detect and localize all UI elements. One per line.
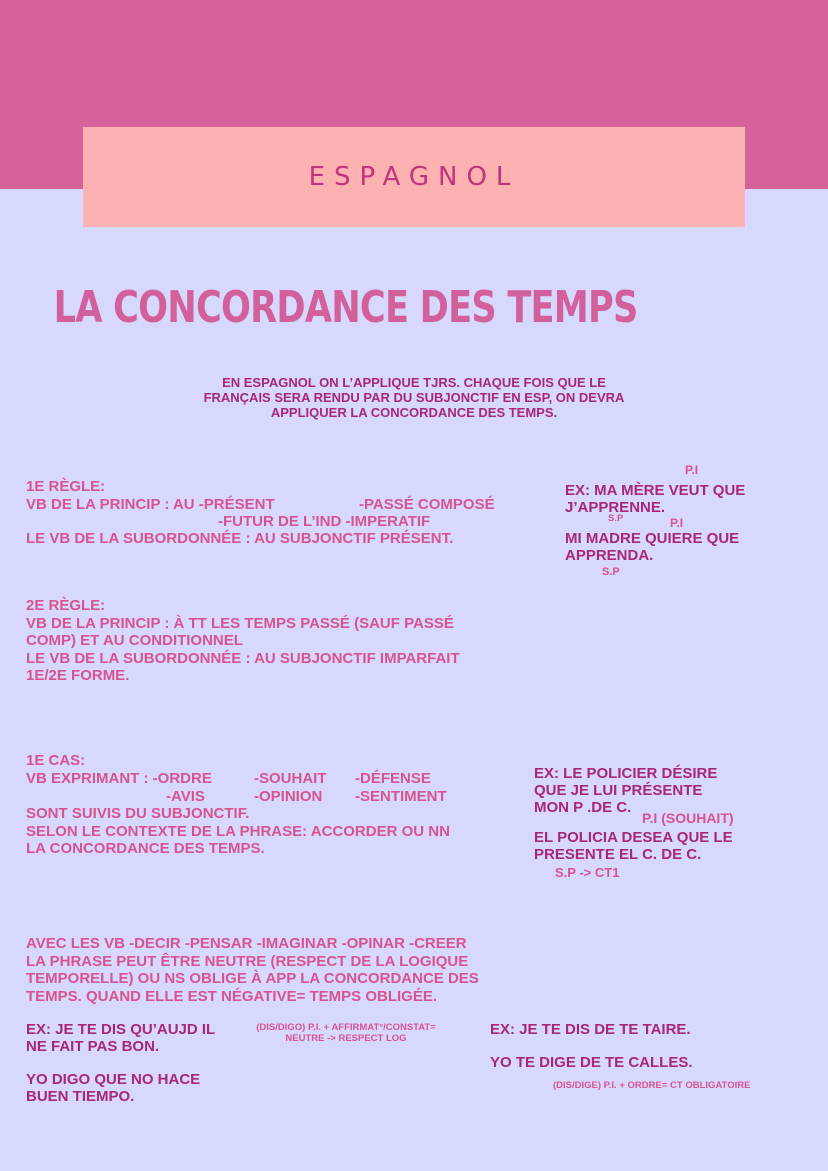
case1-heading: 1E CAS: <box>26 752 86 769</box>
case1-souhait: -SOUHAIT <box>254 770 327 787</box>
intro-line: EN ESPAGNOL ON L’APPLIQUE TJRS. CHAQUE FOIS QUE LE <box>222 375 606 390</box>
example1-fr <box>565 482 745 516</box>
rule2-line: VB DE LA PRINCIP : À TT LES TEMPS PASSÉ (SAUF PASSÉ <box>26 614 454 632</box>
case1-sentiment: -SENTIMENT <box>355 788 447 805</box>
rule1-line: VB DE LA PRINCIP : AU -PRÉSENT <box>26 495 275 513</box>
verbs-line: TEMPS. QUAND ELLE EST NÉGATIVE= TEMPS OBLIGÉE. <box>26 987 438 1005</box>
example1-sp-label-2: S.P <box>602 566 620 578</box>
example1-fr-line: EX: MA MÈRE VEUT QUE <box>565 482 746 499</box>
rule1-passe-compose: -PASSÉ COMPOSÉ <box>359 496 495 513</box>
case1-avis: -AVIS <box>166 788 205 805</box>
intro-line: FRANÇAIS SERA RENDU PAR DU SUBJONCTIF EN ESP, ON DEVRA <box>203 390 625 405</box>
case1-defense: -DÉFENSE <box>355 770 431 787</box>
verbs-line: AVEC LES VB -DECIR -PENSAR -IMAGINAR -OPINAR -CREER <box>26 935 467 952</box>
example1-pi-label-2: P.I <box>670 516 684 530</box>
case1-line1: VB EXPRIMANT : -ORDRE <box>26 770 212 787</box>
case1-opinion: -OPINION <box>254 788 323 805</box>
example2-es-line: PRESENTE EL C. DE C. <box>534 846 702 863</box>
case1-line: LA CONCORDANCE DES TEMPS. <box>26 840 265 857</box>
example4-note: (DIS/DIGE) P.I. + ORDRE= CT OBLIGATOIRE <box>553 1080 751 1091</box>
example1-es <box>565 530 739 564</box>
example1-sp-label: S.P <box>608 513 624 524</box>
example2-sp-label: S.P -> CT1 <box>555 865 620 880</box>
rule1-heading: 1E RÈGLE: <box>26 478 106 495</box>
case1-line: SONT SUIVIS DU SUBJONCTIF. <box>26 805 250 822</box>
rule1-subordonnee: LE VB DE LA SUBORDONNÉE : AU SUBJONCTIF PRÉSENT. <box>26 530 454 547</box>
intro-line: APPLIQUER LA CONCORDANCE DES TEMPS. <box>270 405 558 420</box>
rule2-block <box>26 597 460 685</box>
rule1-block <box>26 478 275 513</box>
rule2-line: COMP) ET AU CONDITIONNEL <box>26 632 243 649</box>
example3-es <box>26 1071 200 1105</box>
example2-es <box>534 829 733 863</box>
example3-note-line: NEUTRE -> RESPECT LOG <box>285 1033 407 1044</box>
example3-fr-line: EX: JE TE DIS QU’AUJD IL <box>26 1021 216 1038</box>
example1-es-line: APPRENDA. <box>565 547 654 564</box>
example3-fr <box>26 1021 215 1055</box>
example3-es-line: BUEN TIEMPO. <box>26 1088 135 1105</box>
example1-pi-label: P.I <box>685 463 699 477</box>
rule1-futur-imperatif: -FUTUR DE L’IND -IMPERATIF <box>218 513 431 530</box>
example4-fr: EX: JE TE DIS DE TE TAIRE. <box>490 1021 691 1038</box>
case1-body <box>26 805 450 858</box>
subject-title: ESPAGNOL <box>308 162 520 192</box>
example2-fr-line: EX: LE POLICIER DÉSIRE <box>534 765 718 782</box>
example2-fr <box>534 765 717 816</box>
rule2-line: LE VB DE LA SUBORDONNÉE : AU SUBJONCTIF IMPARFAIT <box>26 649 460 667</box>
rule2-heading: 2E RÈGLE: <box>26 597 106 614</box>
verbs-line: TEMPORELLE) OU NS OBLIGE À APP LA CONCORDANCE DES <box>26 970 479 987</box>
example3-es-line: YO DIGO QUE NO HACE <box>26 1071 201 1088</box>
rule2-line: 1E/2E FORME. <box>26 667 130 684</box>
verbs-paragraph <box>26 935 479 1005</box>
case1-line: SELON LE CONTEXTE DE LA PHRASE: ACCORDER OU NN <box>26 822 450 840</box>
example3-note-line: (DIS/DIGO) P.I. + AFFIRMAT°/CONSTAT= <box>256 1022 436 1033</box>
example1-fr-line: J’APPRENNE. <box>565 499 666 516</box>
page-title: LA CONCORDANCE DES TEMPS <box>53 282 638 333</box>
example2-fr-line: QUE JE LUI PRÉSENTE <box>534 782 703 799</box>
example4-es: YO TE DIGE DE TE CALLES. <box>490 1054 693 1071</box>
intro-paragraph <box>150 375 678 420</box>
example2-fr-line: MON P .DE C. <box>534 799 632 816</box>
example2-pi-label: P.I (SOUHAIT) <box>642 810 734 826</box>
example2-es-line: EL POLICIA DESEA QUE LE <box>534 829 733 846</box>
verbs-line: LA PHRASE PEUT ÊTRE NEUTRE (RESPECT DE LA LOGIQUE <box>26 952 469 970</box>
example3-note <box>228 1022 464 1044</box>
example3-fr-line: NE FAIT PAS BON. <box>26 1038 160 1055</box>
header-box <box>83 127 745 227</box>
example1-es-line: MI MADRE QUIERE QUE <box>565 530 740 547</box>
